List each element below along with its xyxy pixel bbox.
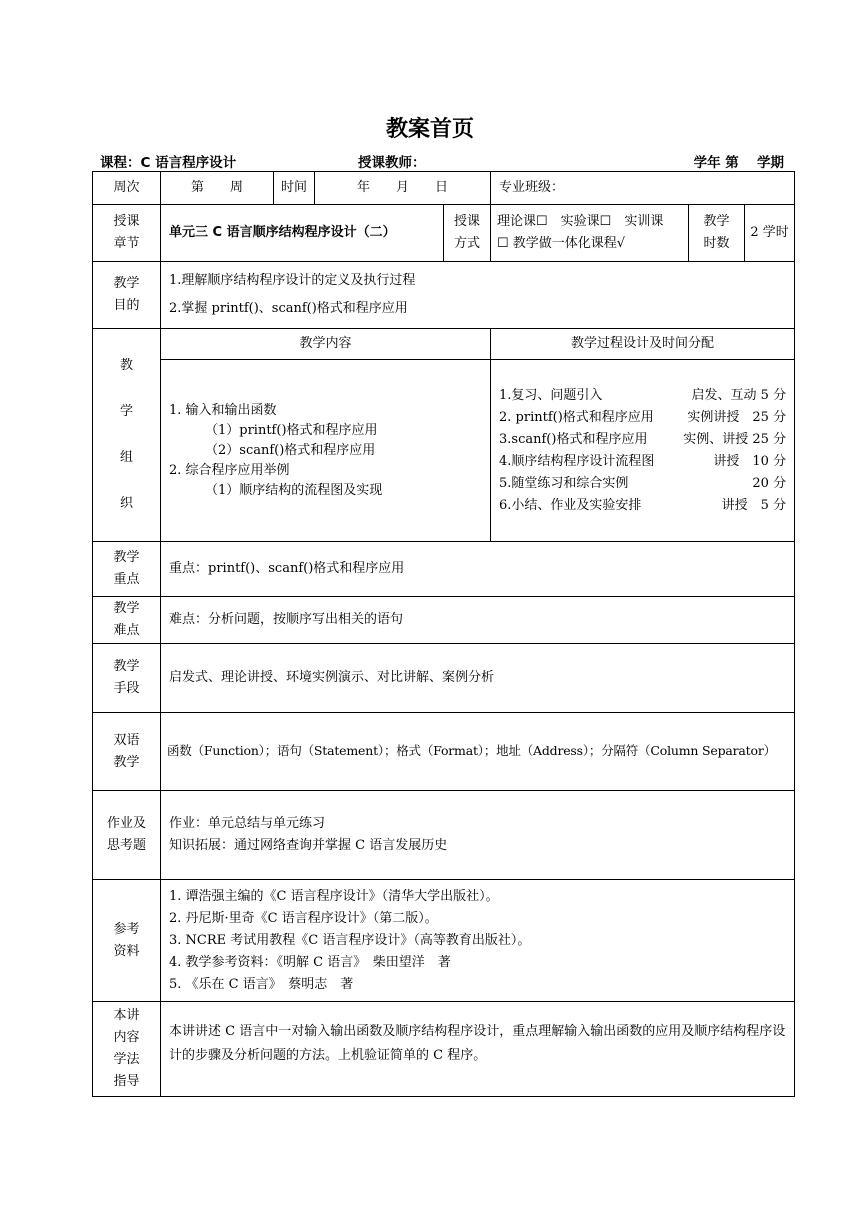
content-item: 2. 综合程序应用举例 [169, 462, 290, 478]
key-points-label-text: 教学 重点 [113, 550, 140, 587]
content-cell [161, 360, 491, 542]
references-value [161, 880, 795, 1002]
reference-item: 3. NCRE 考试用教程《C 语言程序设计》（高等教育出版社）。 [169, 932, 531, 948]
hours-label [689, 205, 745, 262]
objective-item: 1.理解顺序结构程序设计的定义及执行过程 [169, 273, 416, 288]
objective-item: 2.掌握 printf()、scanf()格式和程序应用 [169, 301, 408, 316]
process-row [499, 495, 786, 517]
method-value [491, 205, 689, 262]
guidance-value [161, 1002, 795, 1097]
objectives-value [161, 262, 795, 329]
content-item: 1. 输入和输出函数 [169, 402, 277, 418]
method-value-line-2: ☐ 教学做一体化课程√ [497, 236, 626, 251]
reference-item: 5. 《乐在 C 语言》 蔡明志 著 [169, 976, 354, 992]
teacher-label: 授课教师： [358, 155, 426, 171]
guidance-value-text: 本讲讲述 C 语言中一对输入输出函数及顺序结构程序设计，重点理解输入输出函数的应用及顺序结构程序设计的步骤及分析问题的方法。上机验证简单的 C 程序。 [169, 1024, 786, 1063]
organization-label-char: 织 [119, 496, 133, 511]
objectives-label [93, 262, 161, 329]
organization-label-stack [93, 343, 160, 527]
chapter-value-text: 单元三 C 语言顺序结构程序设计（二） [169, 225, 396, 240]
bilingual-value-text: 函数（Function）；语句（Statement）；格式（Format）；地址（Address）；分隔符（Column Separator） [167, 743, 776, 758]
difficulties-value: 难点：分析问题，按顺序写出相关的语句 [161, 597, 795, 644]
organization-label [93, 329, 161, 542]
chapter-label-text: 授课 章节 [113, 214, 140, 251]
means-value: 启发式、理论讲授、环境实例演示、对比讲解、案例分析 [161, 644, 795, 713]
lesson-plan-table [92, 171, 795, 1097]
process-header: 教学过程设计及时间分配 [491, 329, 795, 360]
process-method: 启发、互动 5 分 [691, 387, 787, 403]
method-label [444, 205, 491, 262]
time-value: 年 月 日 [315, 172, 491, 205]
method-value-line-1: 理论课☐ 实验课☐ 实训课 [497, 214, 664, 229]
organization-label-char: 教 [119, 358, 133, 373]
guidance-label [93, 1002, 161, 1097]
content-header: 教学内容 [161, 329, 491, 360]
bilingual-label [93, 713, 161, 791]
homework-value [161, 791, 795, 880]
process-item: 2. printf()格式和程序应用 [499, 409, 654, 425]
reference-item: 4. 教学参考资料：《明解 C 语言》 柴田望洋 著 [169, 954, 451, 970]
process-row [499, 407, 786, 429]
process-method: 讲授 5 分 [721, 497, 787, 513]
content-item: （1）顺序结构的流程图及实现 [205, 482, 383, 498]
process-item: 3.scanf()格式和程序应用 [499, 431, 648, 447]
reference-item: 1. 谭浩强主编的《C 语言程序设计》（清华大学出版社）。 [169, 888, 499, 904]
process-cell [491, 360, 795, 542]
means-label [93, 644, 161, 713]
references-label-text: 参考 资料 [113, 921, 140, 959]
objectives-label-text: 教学 目的 [113, 276, 140, 313]
process-method: 20 分 [752, 475, 787, 491]
method-label-text: 授课 方式 [454, 214, 481, 251]
process-item: 1.复习、问题引入 [499, 387, 603, 403]
references-label [93, 880, 161, 1002]
process-row [499, 451, 786, 473]
process-row [499, 385, 786, 407]
course-label: 课程：C 语言程序设计 [100, 155, 237, 171]
chapter-label [93, 205, 161, 262]
document-title: 教案首页 [385, 117, 474, 142]
process-row [499, 429, 786, 451]
homework-label-text: 作业及 思考题 [106, 816, 146, 853]
organization-label-char: 学 [119, 404, 133, 419]
chapter-value [161, 205, 444, 262]
term-label: 学年 第 学期 [693, 155, 784, 171]
process-item: 5.随堂练习和综合实例 [499, 475, 629, 491]
process-method: 实例讲授 25 分 [687, 409, 787, 425]
header-row [100, 151, 784, 171]
week-value: 第 周 [161, 172, 274, 205]
homework-item: 知识拓展：通过网络查询并掌握 C 语言发展历史 [169, 838, 448, 853]
means-label-text: 教学 手段 [113, 659, 140, 696]
reference-item: 2. 丹尼斯·里奇《C 语言程序设计》（第二版）。 [169, 910, 438, 926]
difficulties-label-text: 教学 难点 [113, 601, 140, 638]
homework-item: 作业：单元总结与单元练习 [169, 816, 326, 831]
class-label: 专业班级： [491, 172, 795, 205]
time-label: 时间 [274, 172, 315, 205]
key-points-label [93, 542, 161, 597]
bilingual-value [161, 713, 795, 791]
hours-label-text: 教学 时数 [703, 214, 730, 251]
guidance-label-text: 本讲 内容 学法 指导 [113, 1008, 140, 1089]
hours-value: 2 学时 [745, 205, 795, 262]
content-item: （2）scanf()格式和程序应用 [205, 442, 376, 458]
content-item: （1）printf()格式和程序应用 [205, 422, 378, 438]
process-item: 4.顺序结构程序设计流程图 [499, 453, 655, 469]
bilingual-label-text: 双语 教学 [113, 732, 140, 770]
process-method: 讲授 10 分 [713, 453, 787, 469]
process-method: 实例、讲授 25 分 [683, 431, 787, 447]
key-points-value: 重点：printf()、scanf()格式和程序应用 [161, 542, 795, 597]
difficulties-label [93, 597, 161, 644]
process-item: 6.小结、作业及实验安排 [499, 497, 642, 513]
week-label: 周次 [93, 172, 161, 205]
homework-label [93, 791, 161, 880]
organization-label-char: 组 [119, 450, 133, 465]
process-row [499, 473, 786, 495]
